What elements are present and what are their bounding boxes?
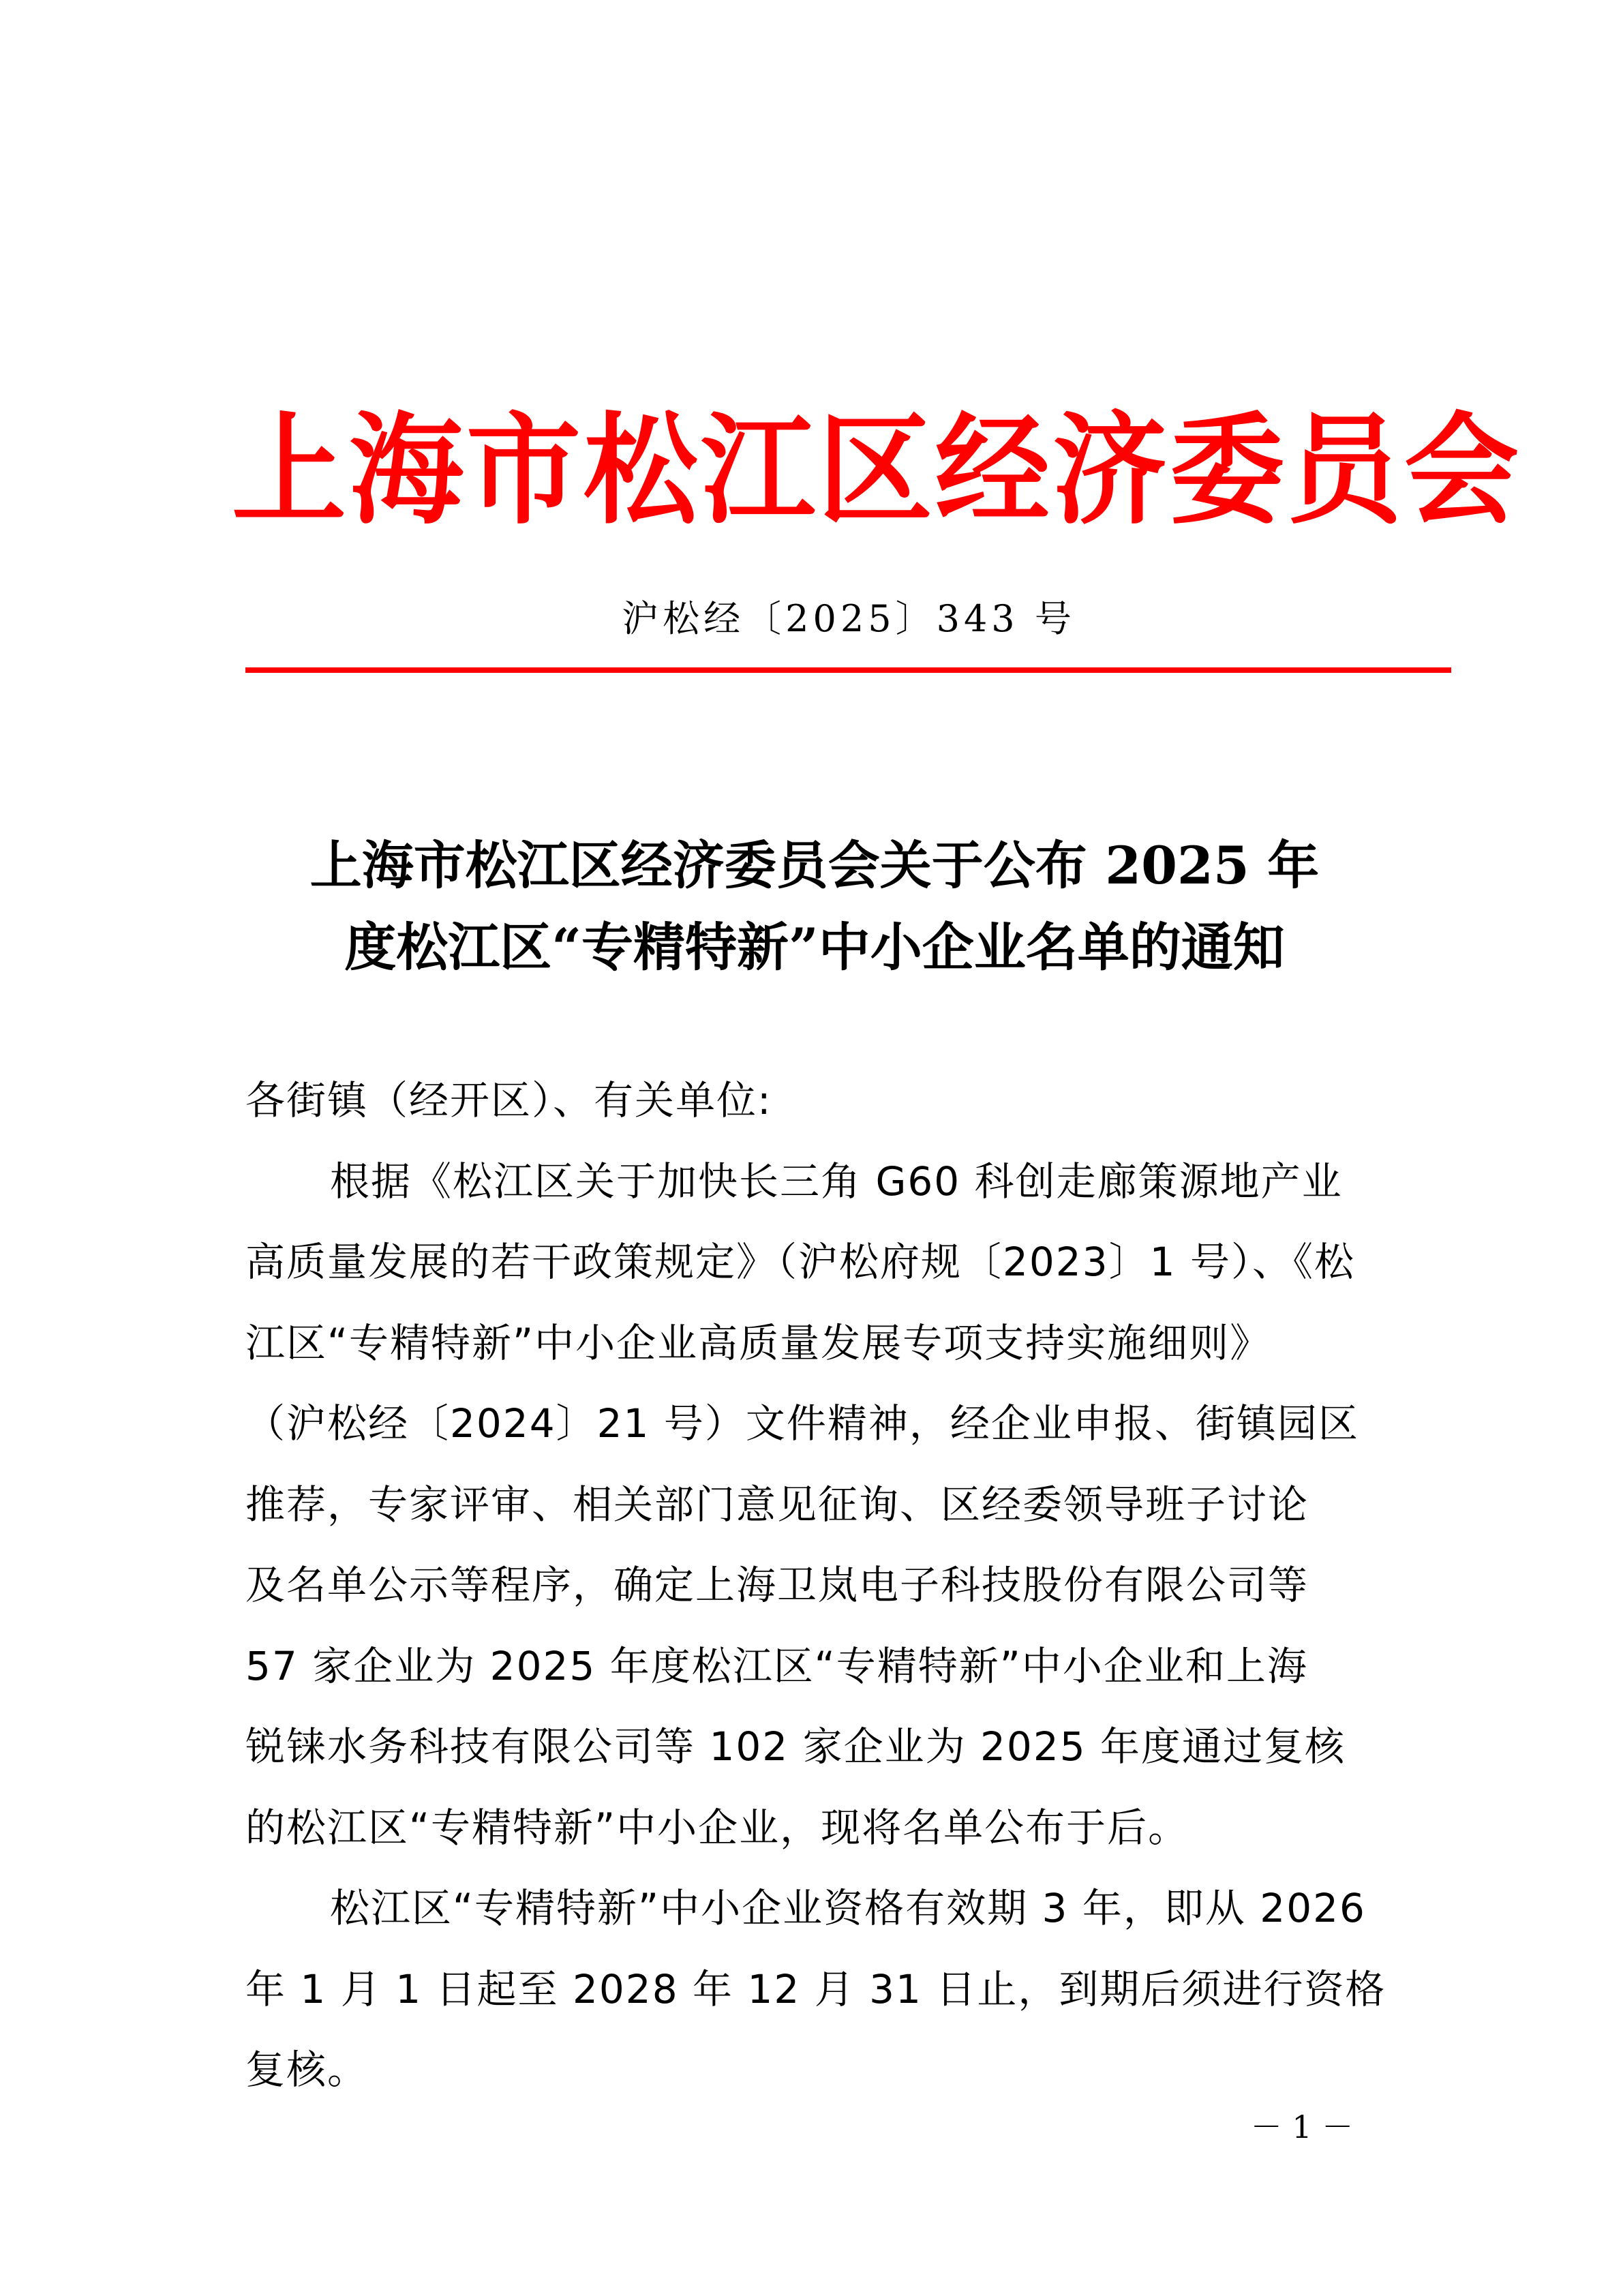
title-line-1: 上海市松江区经济委员会关于公布 2025 年 [309,835,1320,896]
title-line-2: 度松江区“专精特新”中小企业名单的通知 [344,917,1285,978]
paragraph-1-line: （沪松经〔2024〕21 号）文件精神，经企业申报、街镇园区 [245,1400,1359,1447]
paragraph-1-line: 推荐，专家评审、相关部门意见征询、区经委领导班子讨论 [245,1481,1309,1528]
paragraph-1-line: 锐铼水务科技有限公司等 102 家企业为 2025 年度通过复核 [245,1723,1346,1770]
paragraph-1-line: 及名单公示等程序，确定上海卫岚电子科技股份有限公司等 [245,1562,1309,1608]
document-title [232,825,1397,988]
paragraph-1-line: 高质量发展的若干政策规定》（沪松府规〔2023〕1 号）、《松 [245,1239,1355,1285]
paragraph-1-line: 江区“专精特新”中小企业高质量发展专项支持实施细则》 [245,1319,1271,1366]
salutation: 各街镇（经开区）、有关单位: [245,1077,772,1123]
agency-header: 上海市松江区经济委员会 [232,399,1521,541]
paragraph-2-line: 松江区“专精特新”中小企业资格有效期 3 年，即从 2026 [330,1885,1366,1931]
paragraph-1-line: 根据《松江区关于加快长三角 G60 科创走廊策源地产业 [330,1158,1343,1205]
document-number: 沪松经〔2025〕343 号 [622,597,1076,640]
paragraph-1-line: 的松江区“专精特新”中小企业，现将名单公布于后。 [245,1804,1189,1851]
paragraph-1-line: 57 家企业为 2025 年度松江区“专精特新”中小企业和上海 [245,1642,1308,1689]
page-number: － 1 － [1250,2109,1354,2145]
red-divider-rule [245,667,1451,673]
document-body [245,1060,1386,2111]
paragraph-2-line: 年 1 月 1 日起至 2028 年 12 月 31 日止，到期后须进行资格 [245,1965,1386,2012]
paragraph-2-line: 复核。 [245,2046,369,2093]
